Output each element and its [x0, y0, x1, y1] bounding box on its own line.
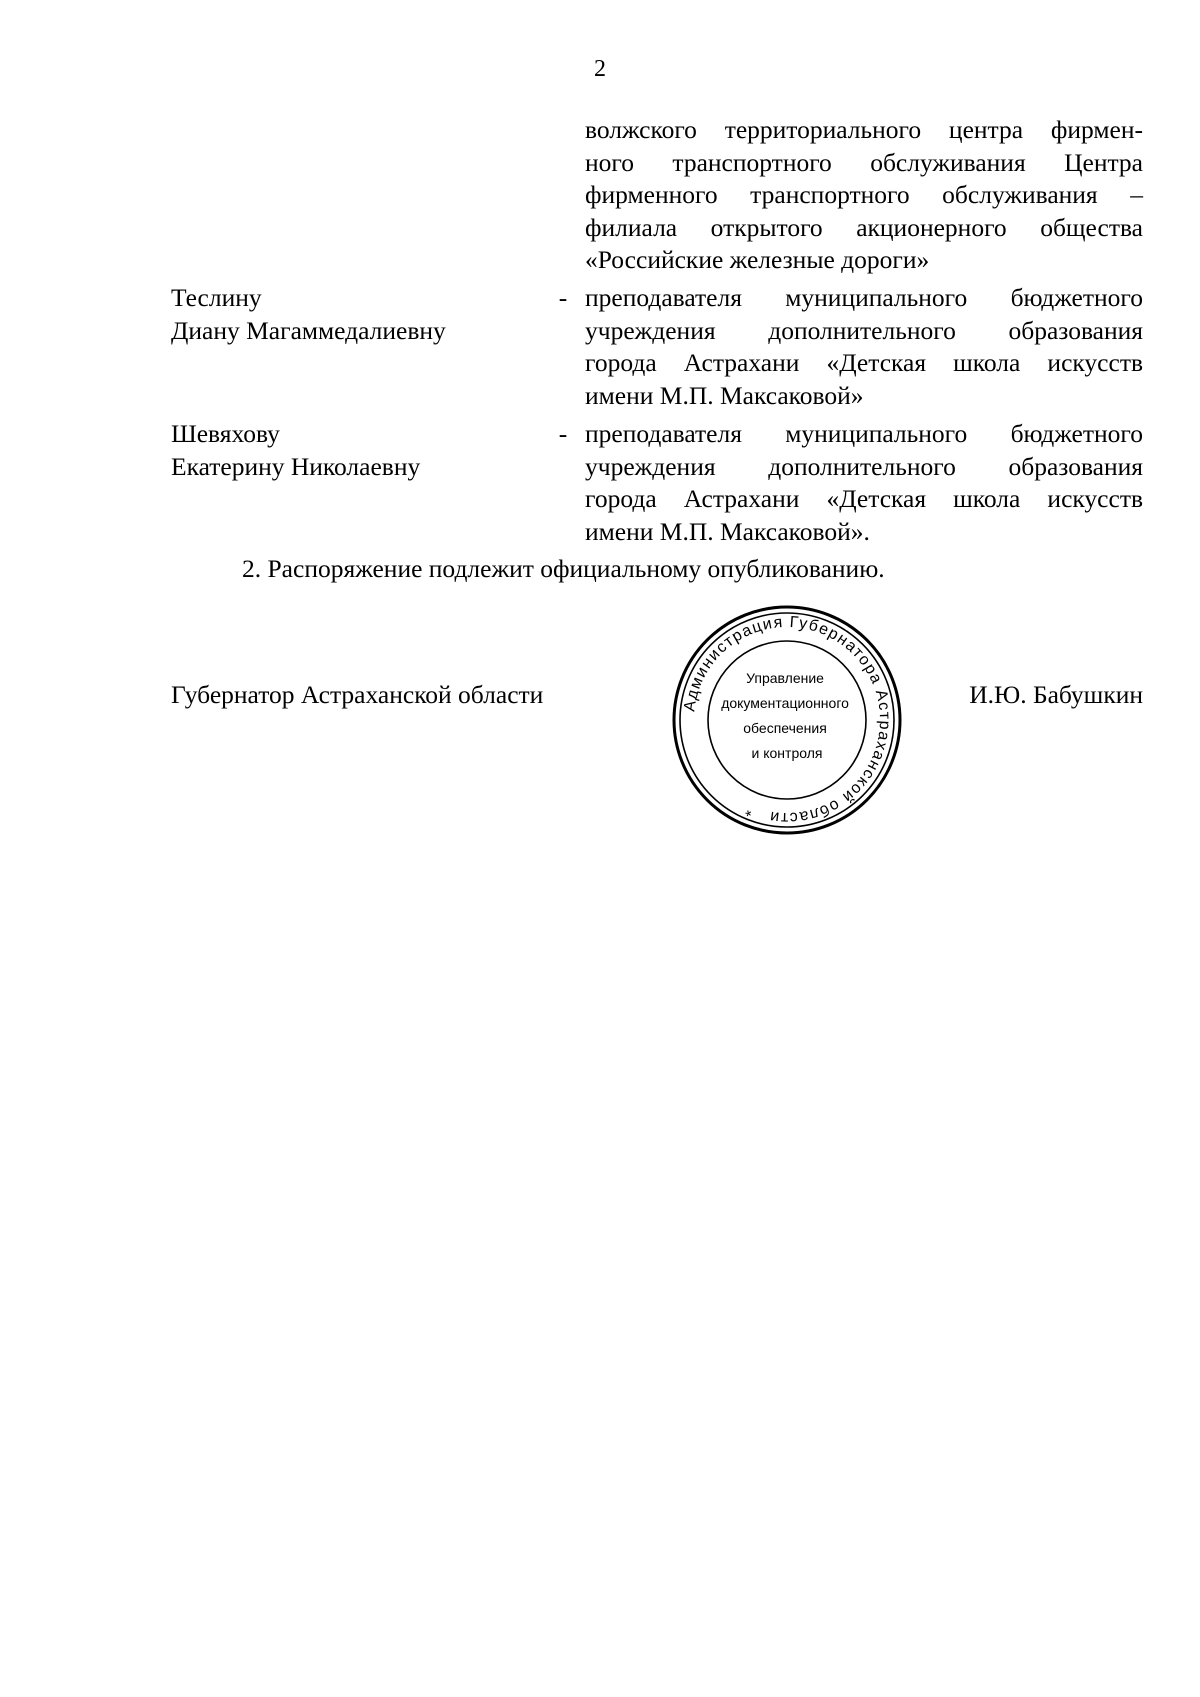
- position-line: преподавателя муниципального бюджетного: [585, 283, 1143, 312]
- paragraph-publication: 2. Распоряжение подлежит официальному опубликованию.: [242, 554, 885, 583]
- continuation-line: ного транспортного обслуживания Центра: [585, 147, 1143, 177]
- position-line: преподавателя муниципального бюджетного: [585, 419, 1143, 448]
- seal-inner-line: обеспечения: [743, 720, 827, 736]
- continuation-line: «Российские железные дороги»: [585, 245, 930, 274]
- entry-dash: -: [558, 283, 568, 312]
- position-line: имени М.П. Максаковой».: [585, 516, 870, 546]
- seal-star: *: [742, 800, 756, 820]
- position-line: имени М.П. Максаковой»: [585, 380, 864, 410]
- page-number: 2: [594, 56, 606, 82]
- position-line: учреждения дополнительного образования: [585, 451, 1143, 481]
- seal-inner-line: документационного: [721, 695, 849, 711]
- seal-outer-text-content: Администрация Губернатора Астраханской области: [681, 613, 894, 827]
- person-name: [171, 418, 551, 483]
- official-seal: [667, 600, 907, 840]
- signature-title: Губернатор Астраханской области: [171, 680, 544, 709]
- person-position: [585, 418, 1143, 548]
- position-line: учреждения дополнительного образования: [585, 315, 1143, 345]
- continuation-line: филиала открытого акционерного общества: [585, 212, 1143, 242]
- continuation-text: [585, 114, 1143, 277]
- position-line: города Астрахани «Детская школа искусств: [585, 348, 1143, 377]
- person-surname: Теслину: [171, 283, 262, 312]
- person-name: [171, 282, 551, 347]
- seal-inner-line: и контроля: [751, 745, 823, 761]
- continuation-line: волжского территориального центра фирмен-: [585, 115, 1143, 144]
- signature-name: И.Ю. Бабушкин: [969, 680, 1143, 709]
- person-given-names: Екатерину Николаевну: [171, 451, 421, 481]
- seal-inner-text: [721, 670, 853, 761]
- person-surname: Шевяхову: [171, 419, 280, 448]
- person-given-names: Диану Магаммедалиевну: [171, 315, 446, 345]
- person-position: [585, 282, 1143, 412]
- position-line: города Астрахани «Детская школа искусств: [585, 484, 1143, 513]
- seal-inner-line: Управление: [746, 670, 824, 686]
- entry-dash: -: [558, 419, 568, 448]
- continuation-line: фирменного транспортного обслуживания –: [585, 180, 1143, 209]
